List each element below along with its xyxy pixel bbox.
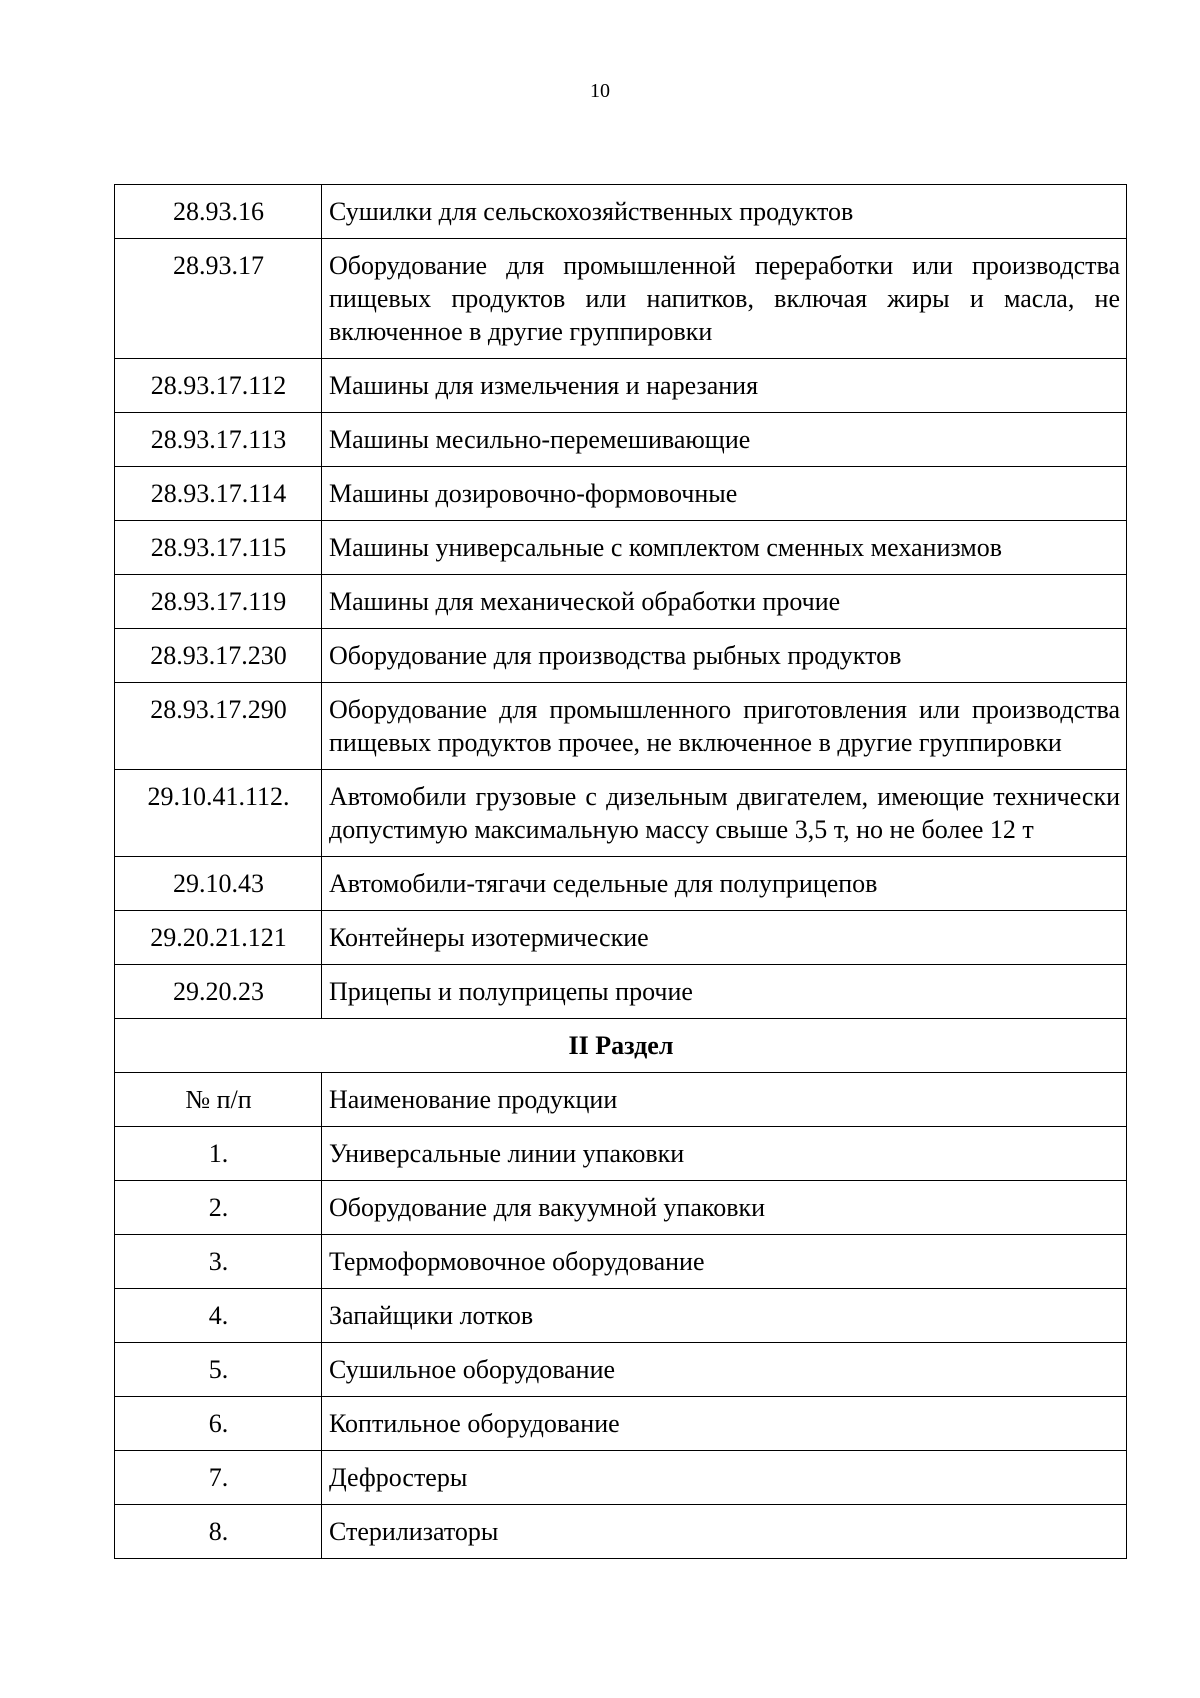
name-cell: Оборудование для вакуумной упаковки: [322, 1181, 1127, 1235]
code-cell: 28.93.17.115: [115, 521, 322, 575]
number-cell: 4.: [115, 1289, 322, 1343]
products-table: [114, 184, 1127, 1559]
name-cell: Машины месильно-перемешивающие: [322, 413, 1127, 467]
table-row: [115, 770, 1127, 857]
table-row: [115, 1235, 1127, 1289]
name-cell: Стерилизаторы: [322, 1505, 1127, 1559]
name-cell: Оборудование для промышленного приготовления или производства пищевых продуктов прочее, не включенное в другие группировки: [322, 683, 1127, 770]
table-row: [115, 185, 1127, 239]
number-cell: 5.: [115, 1343, 322, 1397]
number-cell: 7.: [115, 1451, 322, 1505]
column-header-name: Наименование продукции: [322, 1073, 1127, 1127]
page-number: 10: [590, 80, 610, 102]
code-cell: 28.93.17.230: [115, 629, 322, 683]
name-cell: Машины для измельчения и нарезания: [322, 359, 1127, 413]
name-cell: Термоформовочное оборудование: [322, 1235, 1127, 1289]
name-cell: Сушилки для сельскохозяйственных продуктов: [322, 185, 1127, 239]
name-cell: Оборудование для производства рыбных продуктов: [322, 629, 1127, 683]
code-cell: 28.93.17: [115, 239, 322, 359]
table-row: [115, 239, 1127, 359]
name-cell: Запайщики лотков: [322, 1289, 1127, 1343]
section-title: II Раздел: [115, 1019, 1127, 1073]
name-cell: Машины дозировочно-формовочные: [322, 467, 1127, 521]
name-cell: Коптильное оборудование: [322, 1397, 1127, 1451]
code-cell: 28.93.16: [115, 185, 322, 239]
number-cell: 8.: [115, 1505, 322, 1559]
name-cell: Сушильное оборудование: [322, 1343, 1127, 1397]
code-cell: 28.93.17.112: [115, 359, 322, 413]
table-row: [115, 683, 1127, 770]
table-row: [115, 575, 1127, 629]
table-header-row: [115, 1073, 1127, 1127]
column-header-number: № п/п: [115, 1073, 322, 1127]
table-row: [115, 965, 1127, 1019]
name-cell: Автомобили грузовые с дизельным двигателем, имеющие технически допустимую максимальную массу свыше 3,5 т, но не более 12 т: [322, 770, 1127, 857]
name-cell: Контейнеры изотермические: [322, 911, 1127, 965]
code-cell: 28.93.17.113: [115, 413, 322, 467]
table-row: [115, 629, 1127, 683]
table-row: [115, 1127, 1127, 1181]
table-row: [115, 359, 1127, 413]
name-cell: Машины универсальные с комплектом сменных механизмов: [322, 521, 1127, 575]
table-row: [115, 521, 1127, 575]
name-cell: Машины для механической обработки прочие: [322, 575, 1127, 629]
table-row: [115, 1181, 1127, 1235]
section-heading-row: [115, 1019, 1127, 1073]
name-cell: Универсальные линии упаковки: [322, 1127, 1127, 1181]
code-cell: 29.20.23: [115, 965, 322, 1019]
code-cell: 28.93.17.119: [115, 575, 322, 629]
table-row: [115, 1397, 1127, 1451]
table-row: [115, 413, 1127, 467]
table-row: [115, 1451, 1127, 1505]
table-row: [115, 1505, 1127, 1559]
number-cell: 1.: [115, 1127, 322, 1181]
name-cell: Прицепы и полуприцепы прочие: [322, 965, 1127, 1019]
name-cell: Дефростеры: [322, 1451, 1127, 1505]
code-cell: 29.20.21.121: [115, 911, 322, 965]
name-cell: Оборудование для промышленной переработки или производства пищевых продуктов или напитков, включая жиры и масла, не включенное в другие группировки: [322, 239, 1127, 359]
number-cell: 6.: [115, 1397, 322, 1451]
table-row: [115, 857, 1127, 911]
table-row: [115, 1289, 1127, 1343]
number-cell: 3.: [115, 1235, 322, 1289]
table-row: [115, 1343, 1127, 1397]
table-row: [115, 467, 1127, 521]
table-row: [115, 911, 1127, 965]
name-cell: Автомобили-тягачи седельные для полуприцепов: [322, 857, 1127, 911]
code-cell: 28.93.17.290: [115, 683, 322, 770]
code-cell: 29.10.43: [115, 857, 322, 911]
number-cell: 2.: [115, 1181, 322, 1235]
code-cell: 28.93.17.114: [115, 467, 322, 521]
code-cell: 29.10.41.112.: [115, 770, 322, 857]
